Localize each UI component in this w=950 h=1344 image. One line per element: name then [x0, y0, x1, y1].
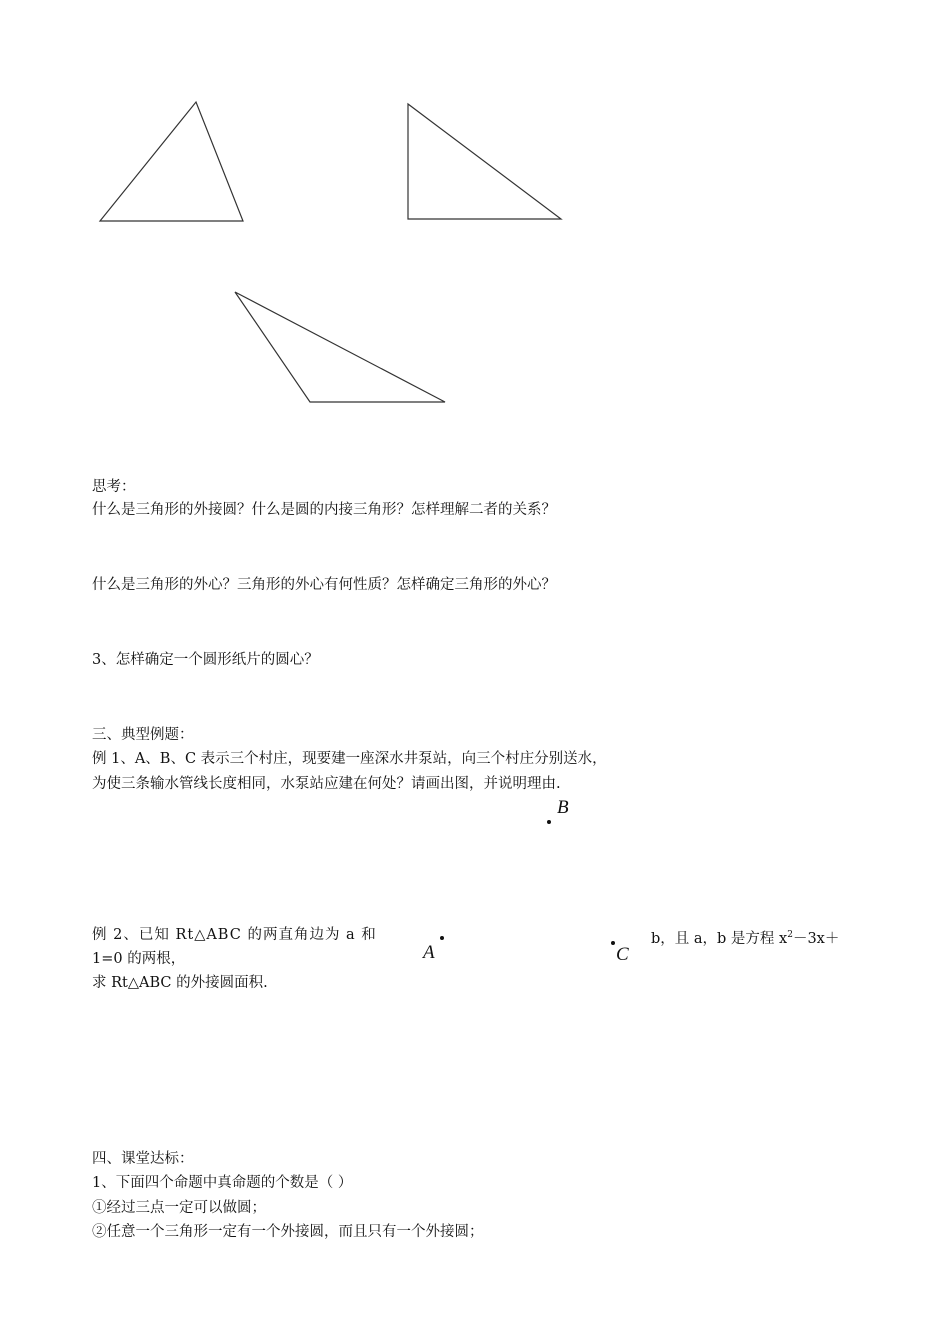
practice-option-1: ①经过三点一定可以做圆； — [92, 1200, 266, 1216]
practice-heading: 四、课堂达标： — [92, 1151, 194, 1167]
practice-option-2: ②任意一个三角形一定有一个外接圆，而且只有一个外接圆； — [92, 1224, 484, 1240]
think-question-3: 3、怎样确定一个圆形纸片的圆心？ — [92, 652, 319, 668]
practice-question-1: 1、下面四个命题中真命题的个数是（ ） — [92, 1175, 353, 1191]
example-2-text-a: b，且 a，b 是方程 x — [651, 930, 788, 947]
point-a-label: A — [423, 942, 435, 963]
acute-triangle-shape — [100, 102, 243, 221]
right-triangle-shape — [408, 104, 561, 219]
example-2-line-2: 1=0 的两根， — [92, 951, 186, 967]
example-2-line-1-left: 例 2、已知 Rt△ABC 的两直角边为 a 和 — [92, 927, 377, 943]
think-question-2: 什么是三角形的外心？三角形的外心有何性质？怎样确定三角形的外心？ — [92, 577, 556, 593]
think-question-1: 什么是三角形的外接圆？什么是圆的内接三角形？怎样理解二者的关系？ — [92, 502, 556, 518]
examples-heading: 三、典型例题： — [92, 727, 194, 743]
point-b-label: B — [557, 797, 569, 818]
point-b-dot — [547, 820, 551, 824]
think-heading: 思考： — [92, 479, 136, 495]
point-c-dot — [611, 941, 615, 945]
example-1-line-1: 例 1、A、B、C 表示三个村庄，现要建一座深水井泵站，向三个村庄分别送水， — [92, 751, 607, 767]
point-a-dot — [440, 936, 444, 940]
example-2-exponent: 2 — [787, 930, 793, 940]
point-c-label: C — [616, 944, 629, 965]
example-2-text-b: －3x＋ — [792, 930, 840, 947]
acute-triangle — [0, 0, 950, 420]
example-2-line-1-right — [651, 925, 839, 949]
example-2-line-3: 求 Rt△ABC 的外接圆面积. — [92, 975, 268, 991]
obtuse-triangle-shape — [235, 292, 445, 402]
example-1-line-2: 为使三条输水管线长度相同，水泵站应建在何处？请画出图，并说明理由. — [92, 776, 561, 792]
